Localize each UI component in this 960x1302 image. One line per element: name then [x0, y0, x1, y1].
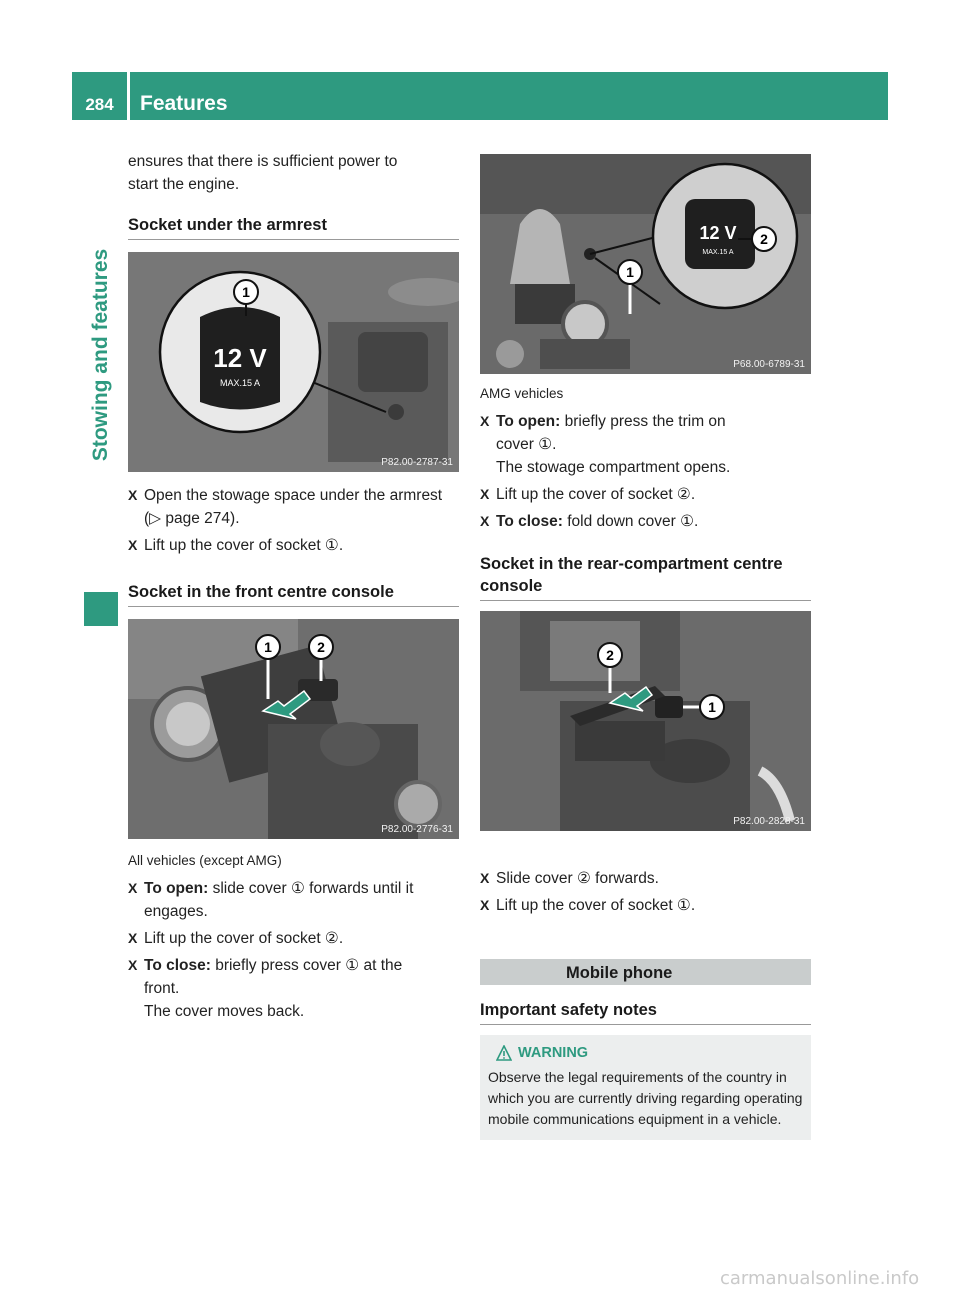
step: X Lift up the cover of socket ②.	[480, 483, 811, 506]
socket-voltage-label: 12 V	[213, 343, 267, 373]
socket-rating-label: MAX.15 A	[702, 249, 734, 256]
step: X To close: fold down cover ①.	[480, 510, 811, 533]
warning-icon	[496, 1045, 512, 1061]
armrest-heading: Socket under the armrest	[128, 214, 459, 240]
warning-title: WARNING	[488, 1043, 803, 1063]
callout-2: 2	[760, 231, 768, 247]
step: X To open: briefly press the trim on cover ①. The stowage compartment opens.	[480, 410, 811, 479]
photo-caption: All vehicles (except AMG)	[128, 853, 282, 868]
photo-code: P82.00-2828-31	[733, 816, 805, 827]
step-marker: X	[480, 870, 490, 886]
callout-1: 1	[242, 284, 250, 300]
step-marker: X	[480, 897, 490, 913]
photo-caption: AMG vehicles	[480, 386, 564, 401]
mobile-phone-heading: Mobile phone	[480, 959, 811, 985]
intro-line: ensures that there is sufficient power to	[128, 153, 398, 170]
rear-console-heading: Socket in the rear-compartment centre console	[480, 553, 811, 601]
step-marker: X	[480, 486, 490, 502]
socket-rating-label: MAX.15 A	[219, 378, 261, 388]
section-title: Features	[140, 92, 228, 115]
armrest-photo	[128, 252, 459, 472]
photo-code: P82.00-2787-31	[381, 457, 453, 468]
step-marker: X	[128, 487, 138, 503]
photo-code: P68.00-6789-31	[733, 359, 805, 370]
header-separator	[127, 72, 130, 120]
callout-2: 2	[317, 639, 325, 655]
warning-box	[480, 1035, 811, 1140]
safety-notes-heading: Important safety notes	[480, 999, 811, 1025]
footer-watermark: carmanualsonline.info	[720, 1268, 920, 1289]
step-marker: X	[128, 880, 138, 896]
callout-2: 2	[606, 647, 614, 663]
front-console-heading: Socket in the front centre console	[128, 581, 459, 607]
warning-text: Observe the legal requirements of the country in which you are currently driving regarding operating mobile communications equipment in a vehicle.	[488, 1069, 803, 1127]
side-tab	[84, 120, 118, 590]
step-marker: X	[128, 957, 138, 973]
left-column	[128, 150, 459, 1023]
step: X Lift up the cover of socket ①.	[128, 534, 459, 557]
photo-code: P82.00-2776-31	[381, 824, 453, 835]
step: X Lift up the cover of socket ①.	[480, 894, 811, 917]
callout-1: 1	[626, 264, 634, 280]
amg-console-photo	[480, 154, 811, 374]
callout-1: 1	[708, 699, 716, 715]
rear-console-photo	[480, 611, 811, 831]
step-marker: X	[480, 413, 490, 429]
step: X Open the stowage space under the armrest (▷ page 274).	[128, 484, 459, 530]
right-column	[480, 154, 811, 1140]
side-tab-marker	[84, 592, 118, 626]
step: X Slide cover ② forwards.	[480, 867, 811, 890]
step: X To open: slide cover ① forwards until it engages.	[128, 877, 459, 923]
front-console-photo	[128, 619, 459, 839]
callout-1: 1	[264, 639, 272, 655]
step: X Lift up the cover of socket ②.	[128, 927, 459, 950]
socket-voltage-label: 12 V	[699, 223, 737, 243]
side-tab-label: Stowing and features	[89, 248, 112, 462]
step-marker: X	[128, 930, 138, 946]
step-marker: X	[128, 537, 138, 553]
intro-line: start the engine.	[128, 176, 240, 193]
page-number: 284	[85, 95, 114, 114]
step: X To close: briefly press cover ① at the front. The cover moves back.	[128, 954, 459, 1023]
step-marker: X	[480, 513, 490, 529]
